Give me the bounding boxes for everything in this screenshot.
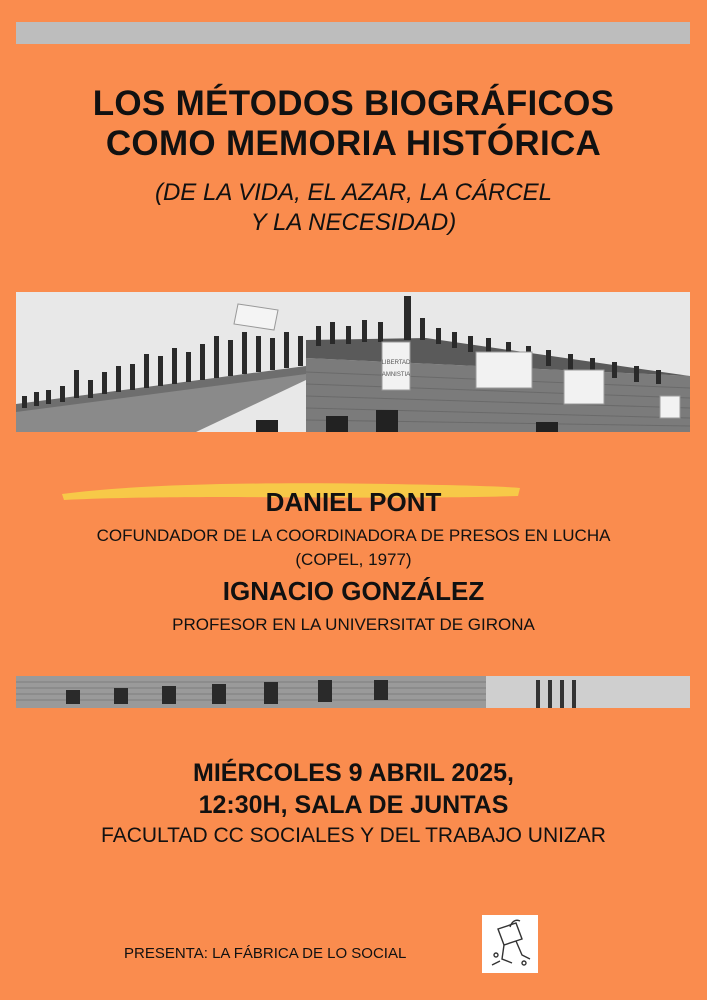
event-date: MIÉRCOLES 9 ABRIL 2025,: [193, 759, 514, 787]
poster-subtitle: [0, 178, 707, 238]
title-line-1: LOS MÉTODOS BIOGRÁFICOS: [92, 84, 615, 123]
title-line-2: COMO MEMORIA HISTÓRICA: [105, 124, 602, 163]
speaker-1-role-line-2: (COPEL, 1977): [295, 550, 412, 569]
speaker-1-role-line-1: COFUNDADOR DE LA COORDINADORA DE PRESOS EN LUCHA: [96, 526, 611, 545]
speaker-2-name: IGNACIO GONZÁLEZ: [222, 576, 485, 606]
event-venue: FACULTAD CC SOCIALES Y DEL TRABAJO UNIZAR: [101, 824, 606, 847]
speaker-1-name: DANIEL PONT: [265, 487, 442, 517]
subtitle-line-1: (DE LA VIDA, EL AZAR, LA CÁRCEL: [154, 179, 553, 206]
photo-banner-text-2: AMNISTIA: [381, 372, 411, 378]
building-facade-strip: [16, 676, 690, 708]
la-fabrica-logo: [482, 915, 538, 973]
subtitle-line-2: Y LA NECESIDAD): [250, 209, 457, 236]
presented-by: PRESENTA: LA FÁBRICA DE LO SOCIAL: [124, 945, 407, 962]
photo-banner-text-1: LIBERTAD: [381, 360, 411, 366]
poster-title: [0, 84, 707, 164]
top-gray-band: [16, 22, 690, 44]
speaker-2-role: PROFESOR EN LA UNIVERSITAT DE GIRONA: [172, 615, 535, 634]
event-time-place: 12:30H, SALA DE JUNTAS: [198, 791, 509, 819]
prison-rooftop-photo: [16, 292, 690, 432]
